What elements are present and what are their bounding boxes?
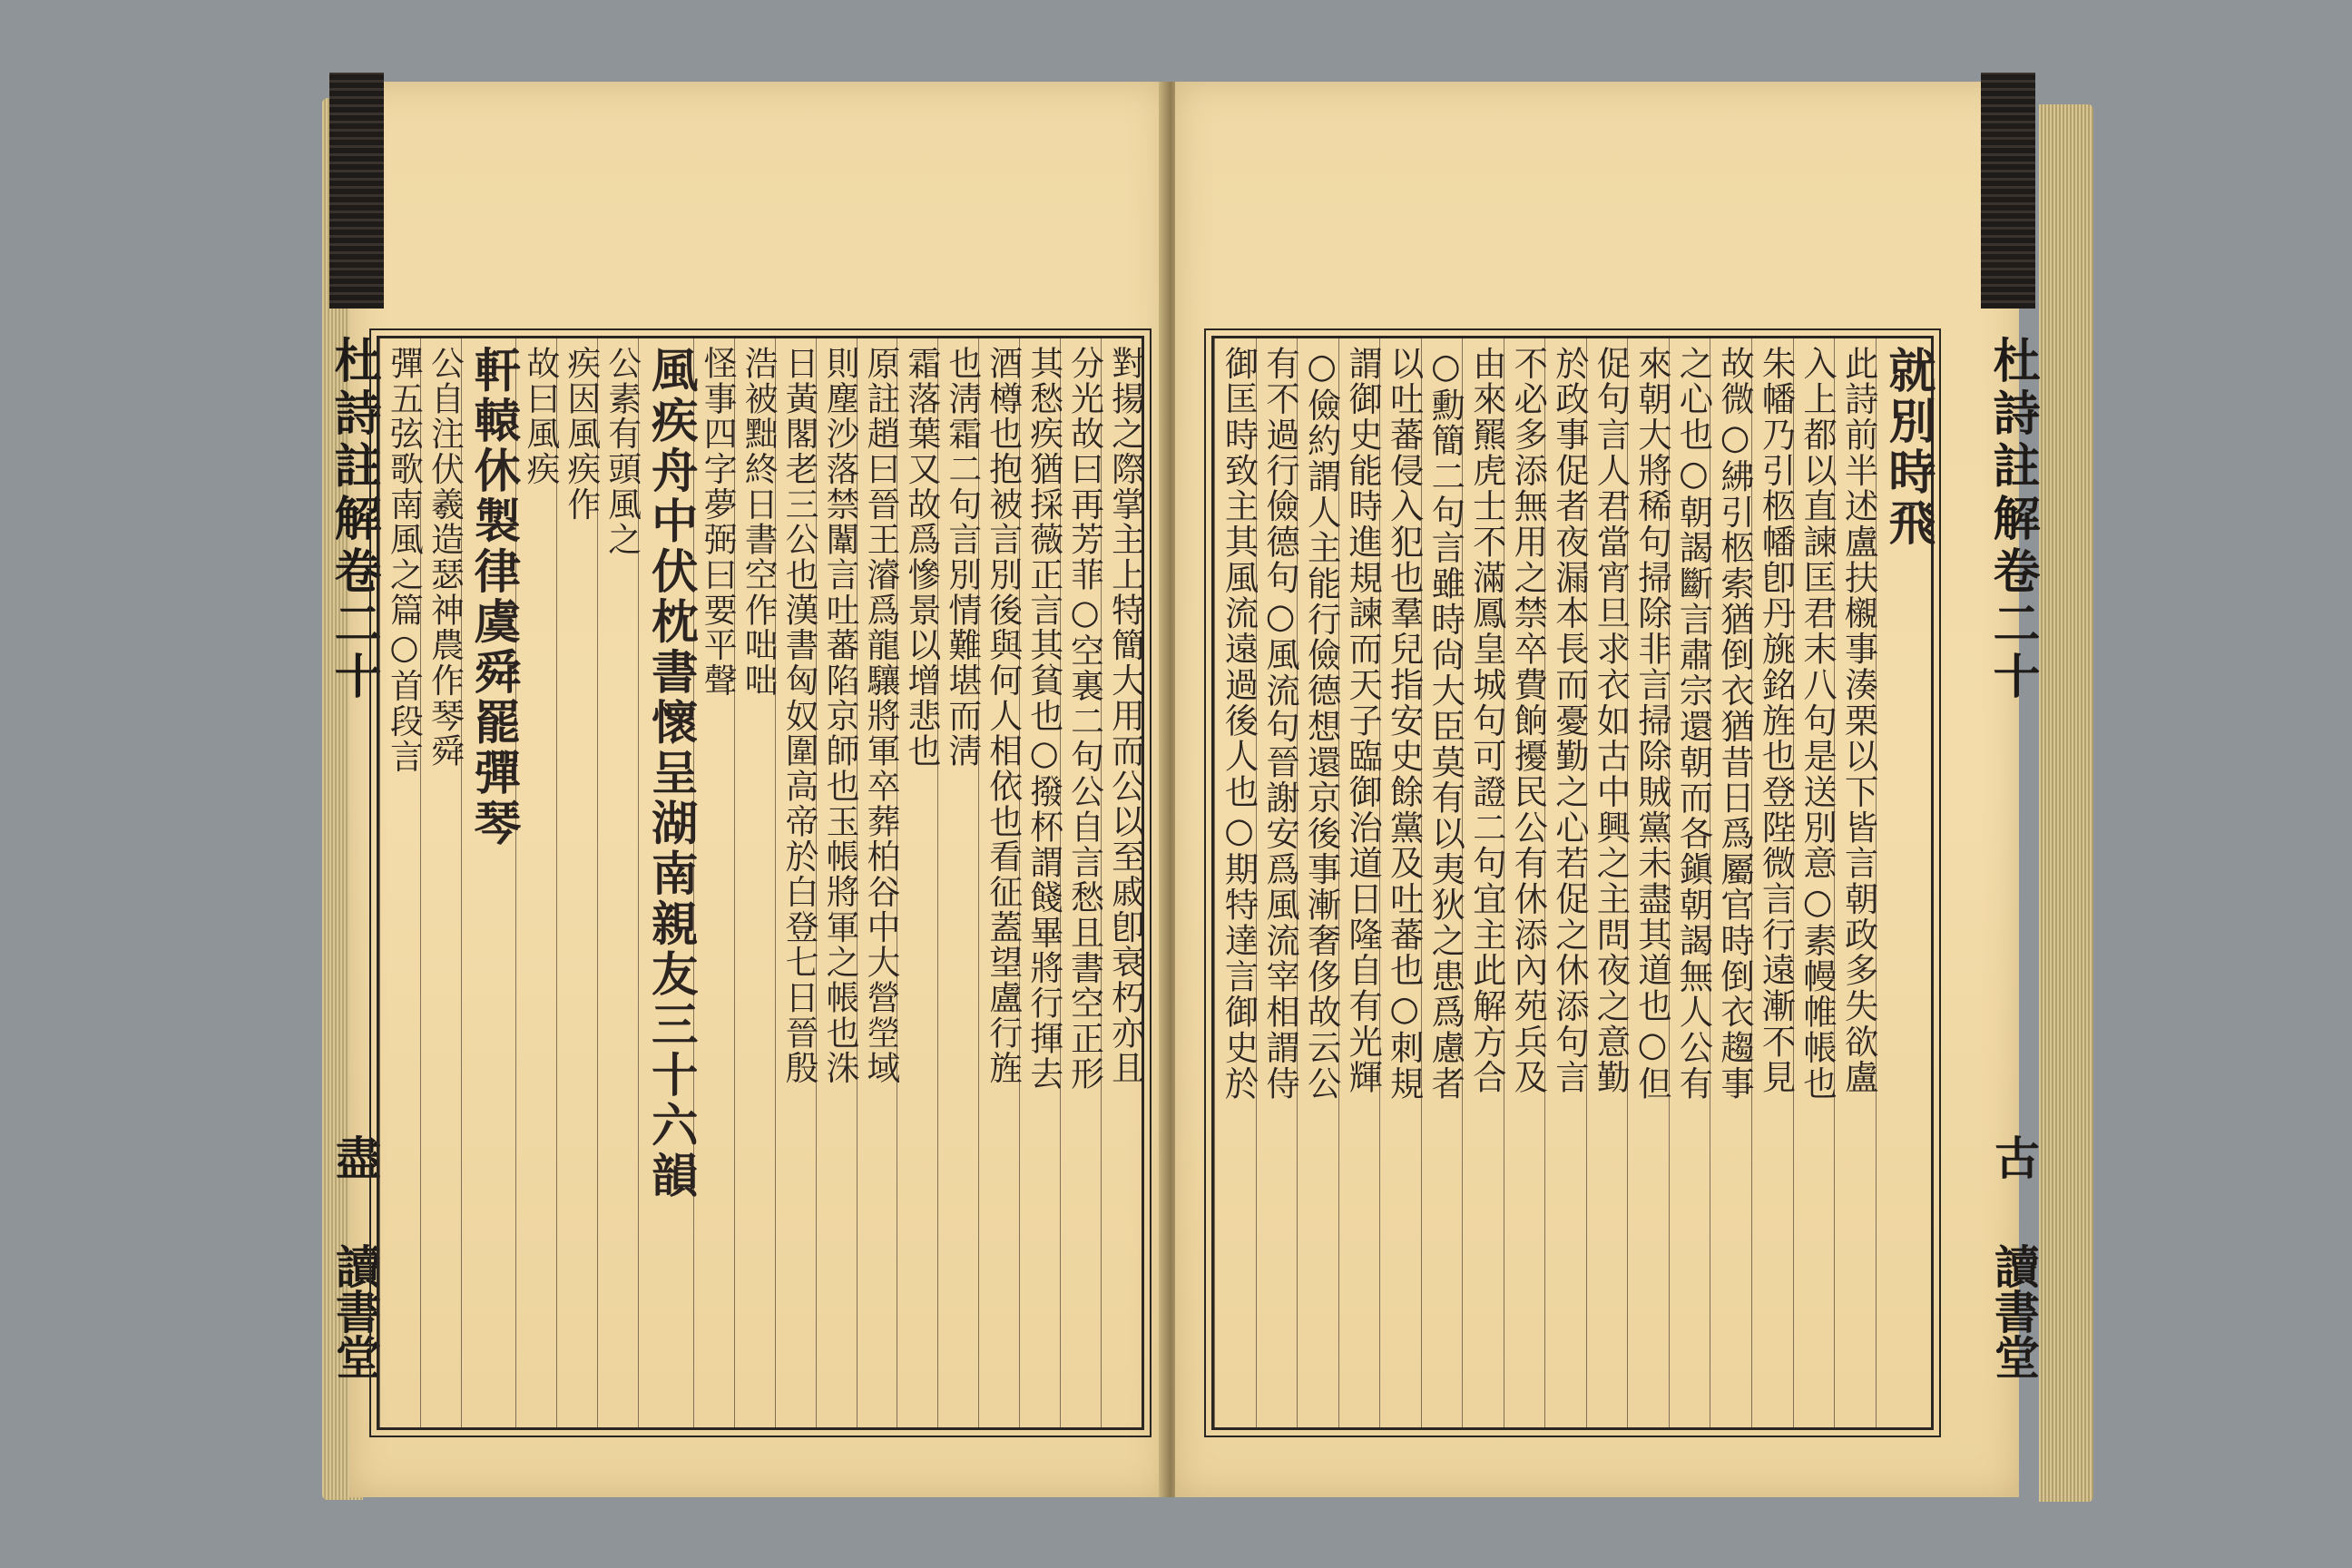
fishtail-mark [329,73,384,309]
commentary-column: 促句言人君當宵旦求衣如古中興之主問夜之意勤 [1586,338,1628,1427]
commentary-column: 以吐蕃侵入犯也羣兒指安史餘黨及吐蕃也○刺規 [1379,338,1421,1427]
commentary-column: ○勳簡二句言雖時尙大臣莫有以夷狄之患爲慮者 [1421,338,1463,1427]
page-number: 古 [1987,1134,2041,1180]
commentary-column: 故曰風疾 [515,338,556,1427]
commentary-column: 原註趙曰晉王濬爲龍驤將軍卒葬柏谷中大營塋域 [857,338,897,1427]
commentary-column: 霜落葉又故爲慘景以增悲也 [897,338,937,1427]
commentary-column: 故微○紼引柩索猶倒衣猶昔日爲屬官時倒衣趨事 [1710,338,1751,1427]
commentary-column: 之心也○朝謁斷言肅宗還朝而各鎭朝謁無人公有 [1669,338,1710,1427]
commentary-column: 酒樽也抱被言別後與何人相依也看征蓋望盧行旌 [978,338,1019,1427]
commentary-column: 由來羆虎士不滿鳳皇城句可證二句宜主此解方合 [1462,338,1504,1427]
text-frame [377,336,1144,1430]
commentary-column: 謂御史能時進規諫而天子臨御治道日隆自有光輝 [1338,338,1380,1427]
poem-title-column: 就別時飛 [1876,338,1931,1427]
commentary-column: 也淸霜二句言別情難堪而淸 [937,338,978,1427]
running-title: 杜詩註解卷二十 [326,336,381,704]
text-frame [1211,336,1934,1430]
left-page [326,82,1166,1497]
commentary-column: 御匡時致主其風流遠過後人也○期特達言御史於 [1214,338,1256,1427]
page-number: 盡 [328,1134,382,1180]
commentary-column: 日黃閣老三公也漢書匈奴圍高帝於白登七日晉殷 [775,338,816,1427]
commentary-column: 怪事四字夢弼曰要平聲 [693,338,734,1427]
commentary-column: 公素有頭風之 [597,338,638,1427]
commentary-column: 則塵沙落禁闈言吐蕃陷京師也玉帳將軍之帳也洙 [816,338,857,1427]
commentary-column: 浩被黜終日書空作咄咄 [734,338,775,1427]
commentary-column: 分光故曰再芳菲○空裏二句公自言愁且書空正形 [1060,338,1101,1427]
commentary-column: 疾因風疾作 [556,338,597,1427]
commentary-column: 此詩前半述盧扶櫬事湊栗以下皆言朝政多失欲盧 [1834,338,1876,1427]
open-book [326,82,2055,1502]
poem-title-column: 風疾舟中伏枕書懷呈湖南親友三十六韻 [638,338,693,1427]
commentary-column: 公自注伏羲造瑟神農作琴舜 [420,338,461,1427]
right-page [1175,82,2041,1497]
commentary-column: 有不過行儉德句○風流句晉謝安爲風流宰相謂侍 [1256,338,1298,1427]
commentary-column: 對揚之際掌主上特簡大用而公以至戚卽衰朽亦且 [1101,338,1142,1427]
commentary-column: 彈五弦歌南風之篇○首段言 [379,338,420,1427]
poem-title-column: 軒轅休製律虞舜罷彈琴 [461,338,516,1427]
publisher-mark: 讀書堂 [328,1243,382,1379]
commentary-column: 入上都以直諫匡君末八句是送別意○素幔帷帳也 [1793,338,1835,1427]
running-title: 杜詩註解卷二十 [1984,336,2040,704]
page-edges-right [2039,104,2093,1502]
commentary-column: 不必多添無用之禁卒費餉擾民公有休添內苑兵及 [1504,338,1545,1427]
commentary-column: ○儉約謂人主能行儉德想還京後事漸奢侈故云公 [1297,338,1338,1427]
commentary-column: 於政事促者夜漏本長而憂勤之心若促之休添句言 [1544,338,1586,1427]
publisher-mark: 讀書堂 [1987,1243,2041,1379]
commentary-column: 來朝大將稀句掃除非言掃除賊黨未盡其道也○但 [1627,338,1669,1427]
commentary-column: 朱幡乃引柩幡卽丹旐銘旌也登陛微言行遠漸不見 [1751,338,1793,1427]
commentary-column: 其愁疾猶採薇正言其貧也○撥杯謂餞畢將行揮去 [1019,338,1060,1427]
fishtail-mark [1981,73,2035,309]
